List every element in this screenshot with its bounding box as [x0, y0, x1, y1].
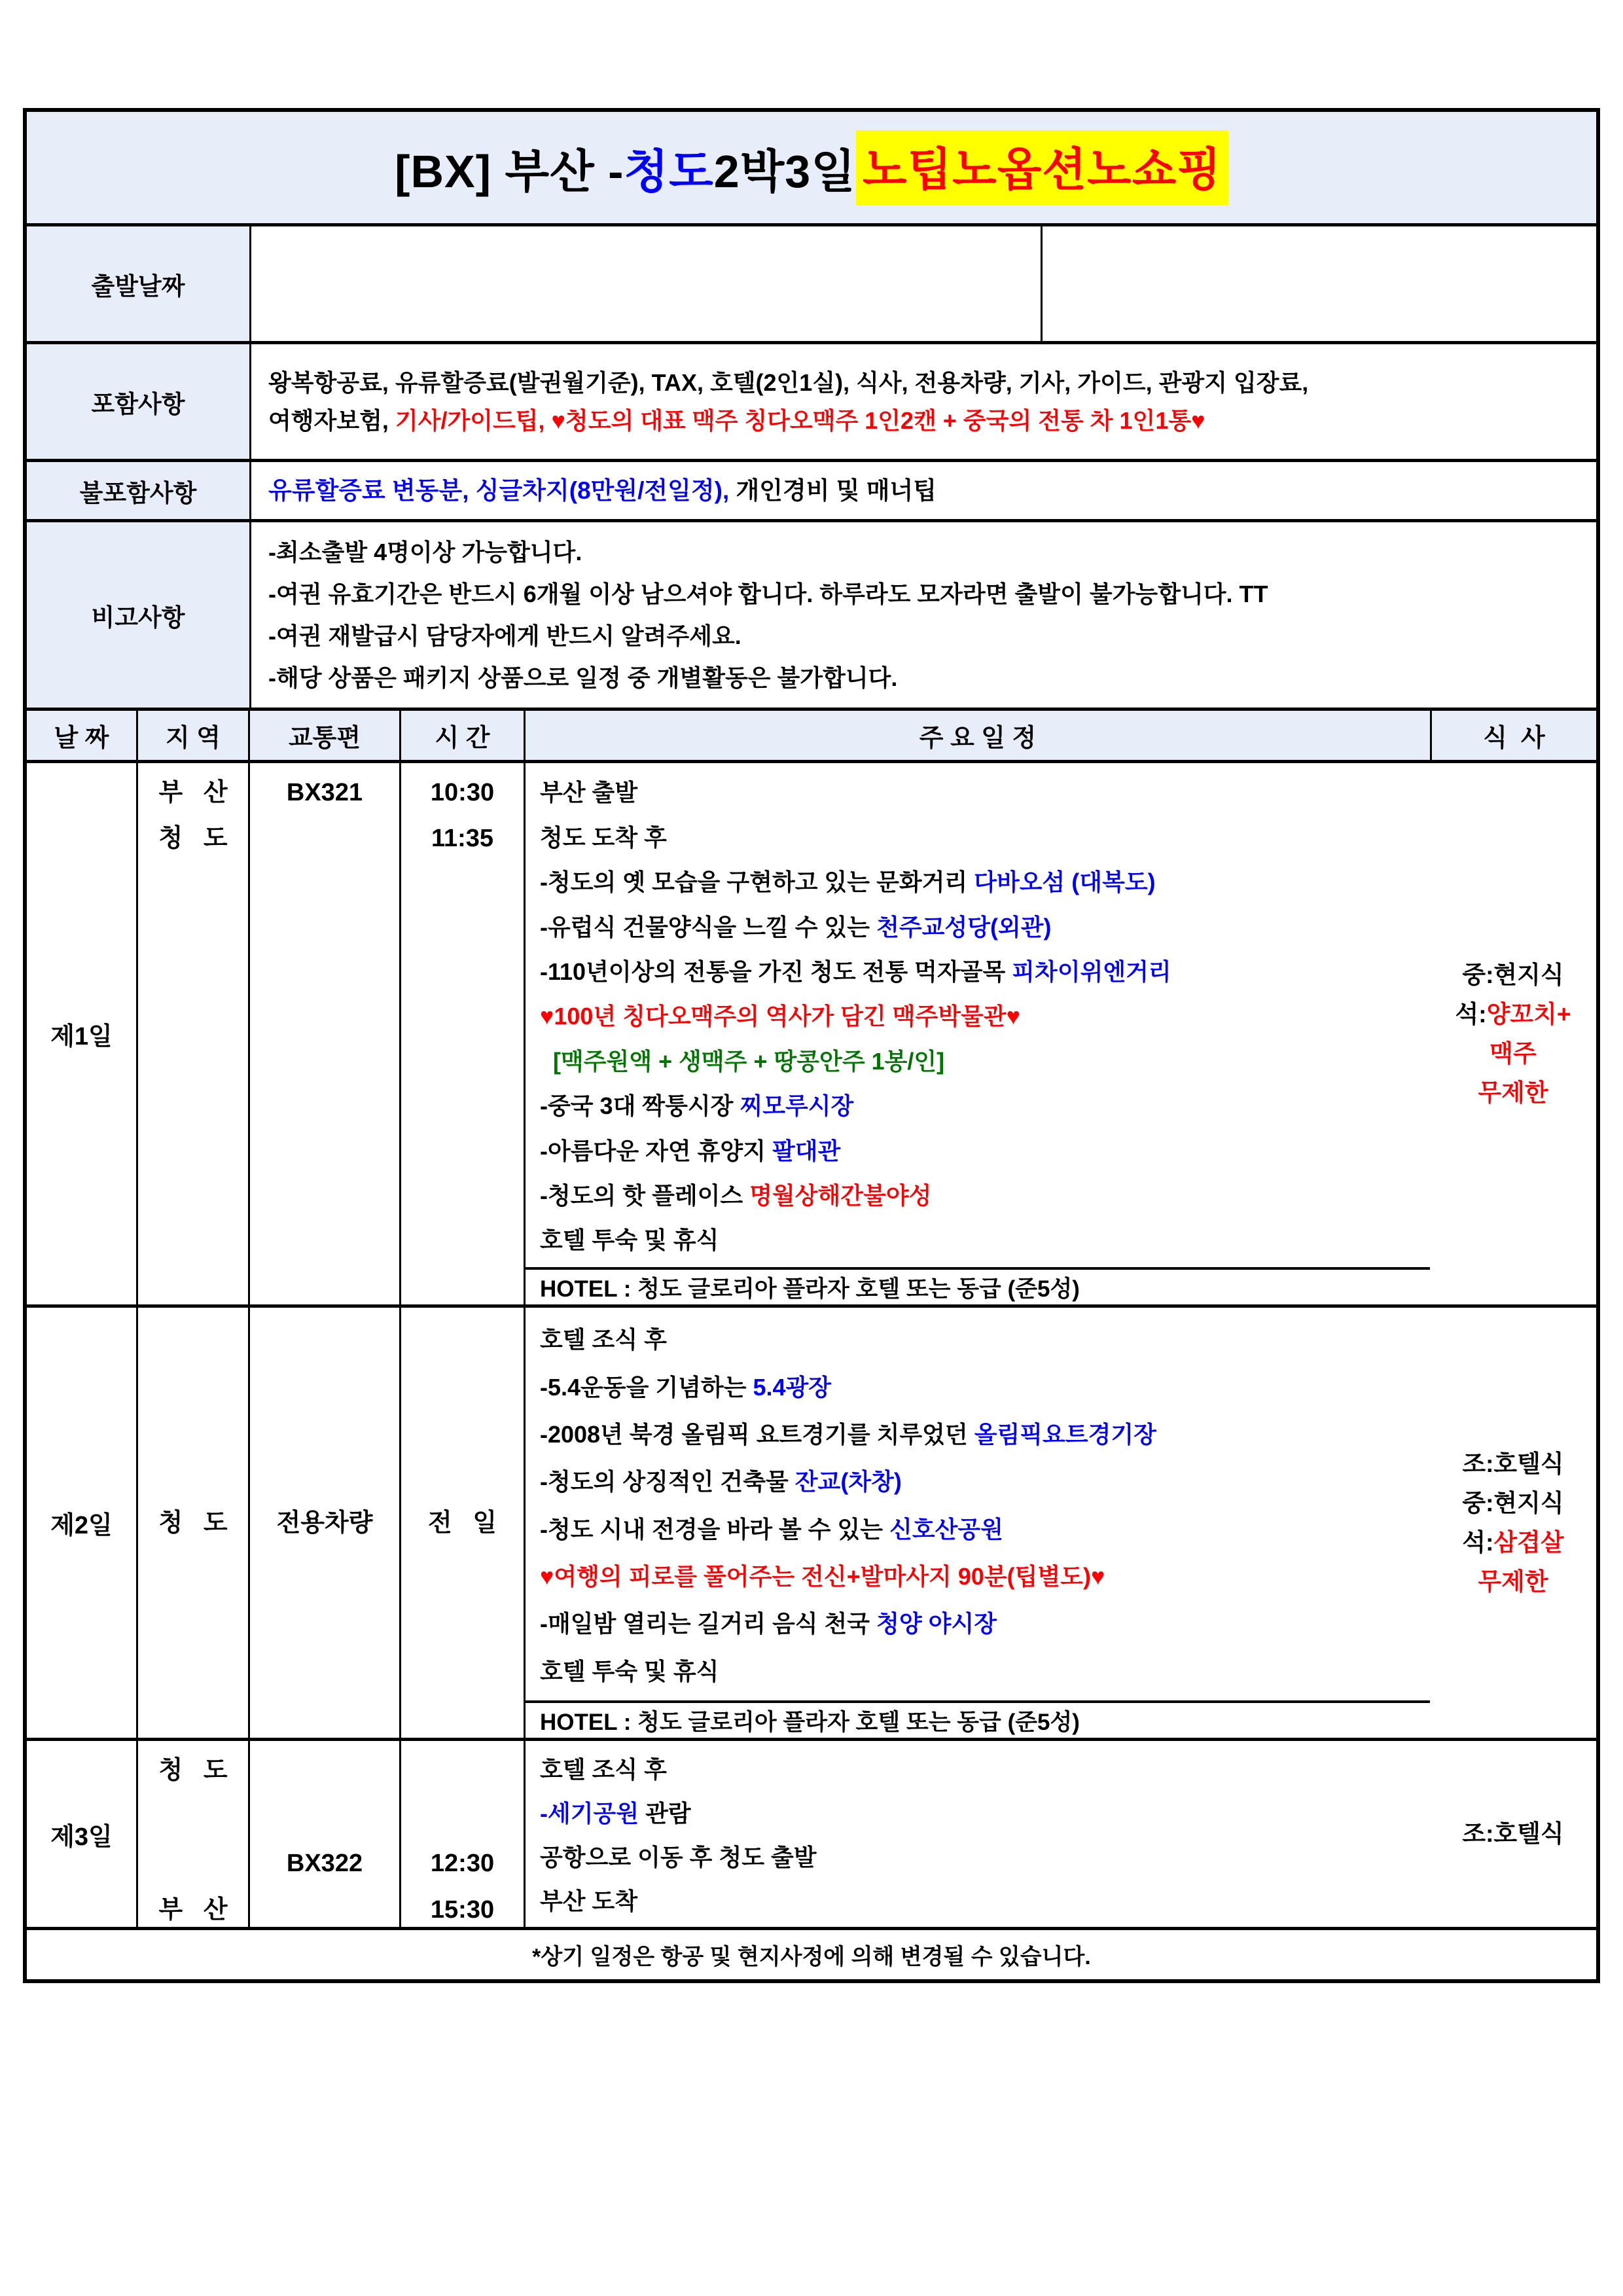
text-segment: -2008년 북경 올림픽 요트경기를 치루었던 — [540, 1420, 974, 1448]
remarks-line — [268, 573, 1596, 615]
day2-region — [136, 1308, 248, 1738]
day2-schedule — [526, 1308, 1430, 1700]
text-segment: -여권 유효기간은 반드시 6개월 이상 남으셔야 합니다. 하루라도 모자라면 출발이 불가능합니다. TT — [268, 580, 1268, 607]
not-included-row — [27, 459, 1596, 519]
text-segment: -청도의 옛 모습을 구현하고 있는 문화거리 — [540, 869, 974, 896]
text-segment: 삼겹살 — [1493, 1528, 1564, 1556]
time-line: 12:30 — [430, 1850, 495, 1877]
schedule-line — [540, 864, 1156, 897]
text-segment: 관람 — [639, 1800, 691, 1827]
schedule-line — [540, 998, 1020, 1031]
day3-region — [136, 1741, 248, 1927]
schedule-line — [540, 1751, 667, 1785]
page-title — [27, 112, 1596, 223]
text-segment: -110년이상의 전통을 가진 청도 전통 먹자골목 — [540, 958, 1012, 986]
schedule-line — [540, 1605, 997, 1639]
schedule-line — [540, 1133, 840, 1166]
transport-line: BX321 — [286, 779, 363, 806]
text-segment: 신호산공원 — [889, 1515, 1003, 1543]
text-segment: 석: — [1455, 1000, 1487, 1028]
day2-meals — [1430, 1308, 1596, 1738]
day1-time — [399, 763, 524, 1304]
day1-transport — [248, 763, 399, 1304]
meal-line — [1478, 1562, 1548, 1602]
schedule-line — [540, 1883, 637, 1916]
region-line: 청 도 — [158, 825, 228, 852]
meal-line — [1462, 1814, 1563, 1854]
day3-time — [399, 1741, 524, 1927]
text-segment: ♥100년 칭다오맥주의 역사가 담긴 맥주박물관♥ — [540, 1003, 1021, 1030]
region-line: 부 산 — [158, 779, 228, 806]
text-segment: -매일밤 열리는 길거리 음식 천국 — [540, 1610, 877, 1638]
transport-line: 전용차량 — [276, 1509, 373, 1537]
meal-line — [1462, 1484, 1563, 1523]
text-segment: -중국 3대 짝퉁시장 — [540, 1092, 740, 1120]
text-segment: 다바오섬 (대복도) — [974, 869, 1156, 896]
text-segment: 유류할증료 변동분, 싱글차지(8만원/전일정), — [268, 476, 730, 504]
text-segment: 부산 출발 — [540, 779, 638, 806]
schedule-line — [540, 1321, 667, 1355]
text-segment: 5.4광장 — [753, 1373, 832, 1401]
text-segment: 중:현지식 — [1462, 1489, 1564, 1516]
text-segment: -여권 재발급시 담당자에게 반드시 알려주세요. — [268, 622, 741, 649]
text-segment: 무제한 — [1478, 1568, 1548, 1595]
schedule-line — [540, 1795, 691, 1829]
text-segment: 명월상해간불야성 — [749, 1182, 932, 1210]
depart-date-side-cell — [1041, 226, 1596, 341]
text-segment: 부산 도착 — [540, 1888, 638, 1914]
remarks-row — [27, 519, 1596, 708]
header-meal: 식 사 — [1430, 711, 1596, 760]
not-included-line — [268, 475, 1596, 507]
schedule-line — [540, 1839, 817, 1873]
day1-main-col — [524, 763, 1430, 1304]
day2-time — [399, 1308, 524, 1738]
day2-row — [27, 1304, 1596, 1738]
day1-hotel: HOTEL : 청도 글로리아 플라자 호텔 또는 동급 (준5성) — [526, 1267, 1430, 1304]
not-included-label: 불포함사항 — [27, 462, 249, 519]
schedule-line — [540, 819, 667, 853]
schedule-line — [540, 774, 637, 808]
day2-label: 제2일 — [50, 1512, 113, 1539]
day2-main-col — [524, 1308, 1430, 1738]
header-time: 시 간 — [399, 711, 524, 760]
time-line: 11:35 — [431, 825, 494, 852]
time-line: 10:30 — [430, 779, 495, 806]
not-included-content — [249, 462, 1596, 519]
text-segment: -청도의 핫 플레이스 — [540, 1182, 750, 1210]
text-segment: 기사/가이드팁, ♥청도의 대표 맥주 칭다오맥주 1인2캔 + 중국의 전통 차 1인1통♥ — [395, 406, 1205, 434]
day1-row — [27, 760, 1596, 1304]
day3-main-col — [524, 1741, 1430, 1927]
text-segment: 천주교성당(외관) — [876, 913, 1052, 941]
transport-line: BX322 — [286, 1850, 363, 1877]
included-line — [268, 364, 1596, 402]
day3-meals — [1430, 1741, 1596, 1927]
header-date: 날 짜 — [54, 725, 109, 752]
text-segment: 호텔 조식 후 — [540, 1756, 667, 1783]
meal-line — [1462, 1444, 1563, 1484]
text-segment: 청도 도착 후 — [540, 823, 667, 851]
region-line — [190, 1840, 197, 1887]
day1-region — [136, 763, 248, 1304]
transport-line — [321, 1748, 329, 1794]
text-segment: -청도의 상징적인 건축물 — [540, 1468, 795, 1496]
text-segment: 청양 야시장 — [876, 1610, 997, 1638]
region-line: 청 도 — [158, 1757, 228, 1784]
text-segment: 잔교(차창) — [794, 1468, 902, 1496]
text-segment: -아름다운 자연 휴양지 — [540, 1137, 772, 1164]
included-line — [268, 402, 1596, 440]
schedule-line — [540, 909, 1052, 942]
remarks-line — [268, 657, 1596, 699]
text-segment: 청도 — [624, 145, 714, 197]
time-line: 전 일 — [427, 1509, 497, 1537]
meal-line — [1462, 956, 1563, 995]
meal-line — [1489, 1034, 1536, 1073]
text-segment: 무제한 — [1478, 1079, 1548, 1106]
text-segment: 호텔 조식 후 — [540, 1326, 667, 1354]
region-line: 부 산 — [158, 1896, 228, 1924]
text-segment: [맥주원액 + 생맥주 + 땅콩안주 1봉/인] — [540, 1047, 945, 1075]
schedule-line — [540, 1653, 719, 1687]
header-main: 주 요 일 정 — [524, 711, 1430, 760]
text-segment: -세기공원 — [540, 1800, 639, 1827]
text-segment: 맥주 — [1489, 1039, 1537, 1067]
text-segment: 중:현지식 — [1462, 961, 1564, 988]
text-segment: 호텔 투숙 및 휴식 — [540, 1227, 719, 1254]
text-segment: 양꼬치+ — [1486, 1000, 1571, 1028]
footer-note: *상기 일정은 항공 및 현지사정에 의해 변경될 수 있습니다. — [27, 1927, 1596, 1979]
schedule-line — [540, 1369, 831, 1403]
region-line: 청 도 — [158, 1509, 228, 1537]
remarks-content — [249, 522, 1596, 708]
text-segment: -청도 시내 전경을 바라 볼 수 있는 — [540, 1515, 890, 1543]
schedule-header-row — [27, 708, 1596, 760]
text-segment: 왕복항공료, 유류할증료(발권월기준), TAX, 호텔(2인1실), 식사, 전용차량, 기사, 가이드, 관광지 입장료, — [268, 368, 1309, 396]
included-content — [249, 344, 1596, 459]
remarks-label: 비고사항 — [27, 522, 249, 708]
text-segment: 팔대관 — [772, 1137, 841, 1164]
text-segment: 조:호텔식 — [1462, 1450, 1564, 1477]
remarks-line — [268, 531, 1596, 573]
schedule-line — [540, 1177, 931, 1211]
text-segment: -해당 상품은 패키지 상품으로 일정 중 개별활동은 불가합니다. — [268, 664, 898, 691]
schedule-line — [540, 954, 1171, 987]
time-line — [459, 1794, 466, 1840]
day2-hotel: HOTEL : 청도 글로리아 플라자 호텔 또는 동급 (준5성) — [526, 1700, 1430, 1738]
text-segment: -최소출발 4명이상 가능합니다. — [268, 538, 582, 565]
header-transport: 교통편 — [248, 711, 399, 760]
text-segment: 피차이위엔거리 — [1012, 958, 1171, 986]
transport-line — [321, 1794, 329, 1840]
schedule-line — [540, 1463, 902, 1497]
included-row — [27, 341, 1596, 459]
schedule-line — [540, 1558, 1105, 1592]
meal-line — [1455, 995, 1571, 1034]
text-segment: 올림픽요트경기장 — [974, 1420, 1156, 1448]
text-segment: 호텔 투숙 및 휴식 — [540, 1657, 719, 1685]
day1-meals — [1430, 763, 1596, 1304]
remarks-line — [268, 615, 1596, 657]
time-line: 15:30 — [430, 1896, 495, 1924]
text-segment: 석: — [1462, 1528, 1494, 1556]
schedule-line — [540, 1511, 1003, 1545]
text-segment: 조:호텔식 — [1462, 1820, 1564, 1847]
text-segment: 노팁노옵션노쇼핑 — [856, 130, 1228, 206]
text-segment: 여행자보험, — [268, 406, 395, 434]
itinerary-table — [23, 108, 1600, 1983]
day1-schedule — [526, 763, 1430, 1267]
text-segment: [BX] 부산 - — [395, 145, 624, 197]
text-segment: 개인경비 및 매너팁 — [729, 476, 937, 504]
included-label: 포함사항 — [27, 344, 249, 459]
day3-label: 제3일 — [50, 1823, 113, 1851]
schedule-line — [540, 1088, 853, 1121]
day3-row — [27, 1738, 1596, 1927]
day3-transport — [248, 1741, 399, 1927]
header-region: 지 역 — [136, 711, 248, 760]
meal-line — [1462, 1523, 1563, 1562]
text-segment: 공항으로 이동 후 청도 출발 — [540, 1844, 817, 1871]
time-line — [459, 1748, 466, 1794]
text-segment: 찌모루시장 — [740, 1092, 854, 1120]
meal-line — [1478, 1073, 1548, 1113]
day2-transport — [248, 1308, 399, 1738]
text-segment: -5.4운동을 기념하는 — [540, 1373, 753, 1401]
region-line — [190, 1794, 197, 1840]
text-segment: 2박3일 — [713, 145, 856, 197]
depart-date-value-cell — [249, 226, 1041, 341]
text-segment: ♥여행의 피로를 풀어주는 전신+발마사지 90분(팁별도)♥ — [540, 1562, 1105, 1590]
day1-label: 제1일 — [50, 1023, 113, 1050]
depart-date-label: 출발날짜 — [27, 226, 249, 341]
schedule-line — [540, 1222, 719, 1255]
depart-date-row — [27, 223, 1596, 341]
schedule-line — [540, 1416, 1156, 1450]
schedule-line — [540, 1043, 944, 1077]
day3-schedule — [526, 1741, 1430, 1927]
text-segment: -유럽식 건물양식을 느낄 수 있는 — [540, 913, 877, 941]
